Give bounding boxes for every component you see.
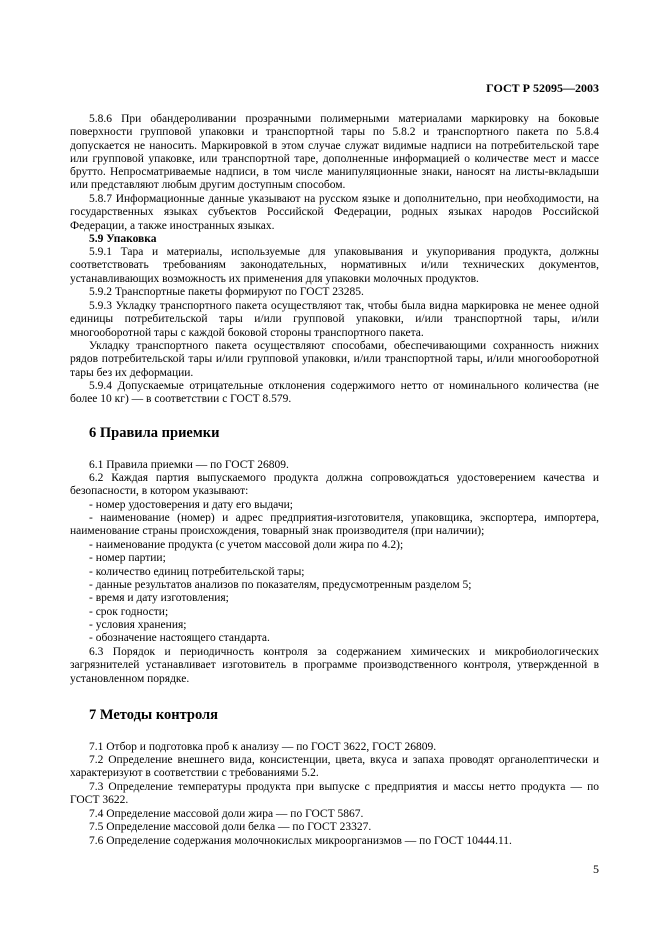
paragraph-7-2: 7.2 Определение внешнего вида, консистенции, цвета, вкуса и запаха проводят органолептически и характеризуют в соответствии с требованиями 5.2. <box>70 754 599 780</box>
paragraph-5-9-1: 5.9.1 Тара и материалы, используемые для упаковывания и укупоривания продукта, должны соответствовать требованиям законодательных, нормативных и/или технических документов, устанавливающих возможность их применения для упаковки молочных продуктов. <box>70 246 599 285</box>
paragraph-5-8-6: 5.8.6 При обандероливании прозрачными полимерными материалами маркировку на боковые поверхности групповой упаковки и транспортной тары по 5.8.2 и транспортного пакета по 5.8.4 допускается не наносить. Маркировкой в этом случае служат видимые надписи на потребительской таре или групповой упаковке, или транспортной таре, дополненные информацией о количестве мест и массе брутто. Непросматриваемые надписи, в том числе манипуляционные знаки, наносят на листы-вкладыши или представляют любым другим доступным способом. <box>70 113 599 192</box>
paragraph-6-3: 6.3 Порядок и периодичность контроля за содержанием химических и микробиологических загрязнителей устанавливает изготовитель в программе производственного контроля, утвержденной в установленном порядке. <box>70 646 599 685</box>
paragraph-5-8-7: 5.8.7 Информационные данные указывают на русском языке и дополнительно, при необходимости, на государственных языках субъектов Российской Федерации, родных языках народов Российской Федерации, а также иностранных языках. <box>70 193 599 232</box>
list-item: - обозначение настоящего стандарта. <box>89 632 270 644</box>
list-item: - номер партии; <box>89 552 166 564</box>
list-item: - наименование (номер) и адрес предприятия-изготовителя, упаковщика, экспортера, импортера, наименование страны происхождения, товарный знак производителя (при наличии); <box>70 512 599 538</box>
list-item: - номер удостоверения и дату его выдачи; <box>89 499 293 511</box>
paragraph-5-9-4: 5.9.4 Допускаемые отрицательные отклонения содержимого нетто от номинального количества (не более 10 кг) — в соответствии с ГОСТ 8.579. <box>70 380 599 406</box>
paragraph-7-1: 7.1 Отбор и подготовка проб к анализу — по ГОСТ 3622, ГОСТ 26809. <box>89 741 437 753</box>
paragraph-7-6: 7.6 Определение содержания молочнокислых микроорганизмов — по ГОСТ 10444.11. <box>89 835 512 847</box>
paragraph-7-5: 7.5 Определение массовой доли белка — по ГОСТ 23327. <box>89 821 372 833</box>
paragraph-7-3: 7.3 Определение температуры продукта при выпуске с предприятия и массы нетто продукта — по ГОСТ 3622. <box>70 781 599 807</box>
list-item: - наименование продукта (с учетом массовой доли жира по 4.2); <box>89 539 404 551</box>
section-heading-7: 7 Методы контроля <box>89 707 219 723</box>
page-number: 5 <box>593 862 599 876</box>
paragraph-5-9-2: 5.9.2 Транспортные пакеты формируют по ГОСТ 23285. <box>89 286 364 298</box>
list-item: - количество единиц потребительской тары; <box>89 566 305 578</box>
section-heading-6: 6 Правила приемки <box>89 425 220 441</box>
paragraph-6-2: 6.2 Каждая партия выпускаемого продукта должна сопровождаться удостоверением качества и безопасности, в котором указывают: <box>70 472 599 498</box>
paragraph-7-4: 7.4 Определение массовой доли жира — по ГОСТ 5867. <box>89 808 364 820</box>
paragraph-5-9-3: 5.9.3 Укладку транспортного пакета осуществляют так, чтобы была видна маркировка не менее одной единицы потребительской тары и/или групповой упаковки, и/или транспортной тары, и/или многооборотной тары с каждой боковой стороны транспортного пакета. <box>70 300 599 339</box>
paragraph-6-1: 6.1 Правила приемки — по ГОСТ 26809. <box>89 459 289 471</box>
list-item: - время и дату изготовления; <box>89 592 229 604</box>
running-header: ГОСТ Р 52095—2003 <box>486 81 599 95</box>
list-item: - условия хранения; <box>89 619 187 631</box>
list-item: - срок годности; <box>89 606 169 618</box>
list-item: - данные результатов анализов по показателям, предусмотренным разделом 5; <box>89 579 472 591</box>
subsection-title-5-9: 5.9 Упаковка <box>89 233 157 245</box>
paragraph-5-9-3-b: Укладку транспортного пакета осуществляют способами, обеспечивающими сохранность нижних рядов потребительской тары и/или групповой упаковки, и/или транспортной тары, и/или многооборотной тары без их деформации. <box>70 340 599 379</box>
